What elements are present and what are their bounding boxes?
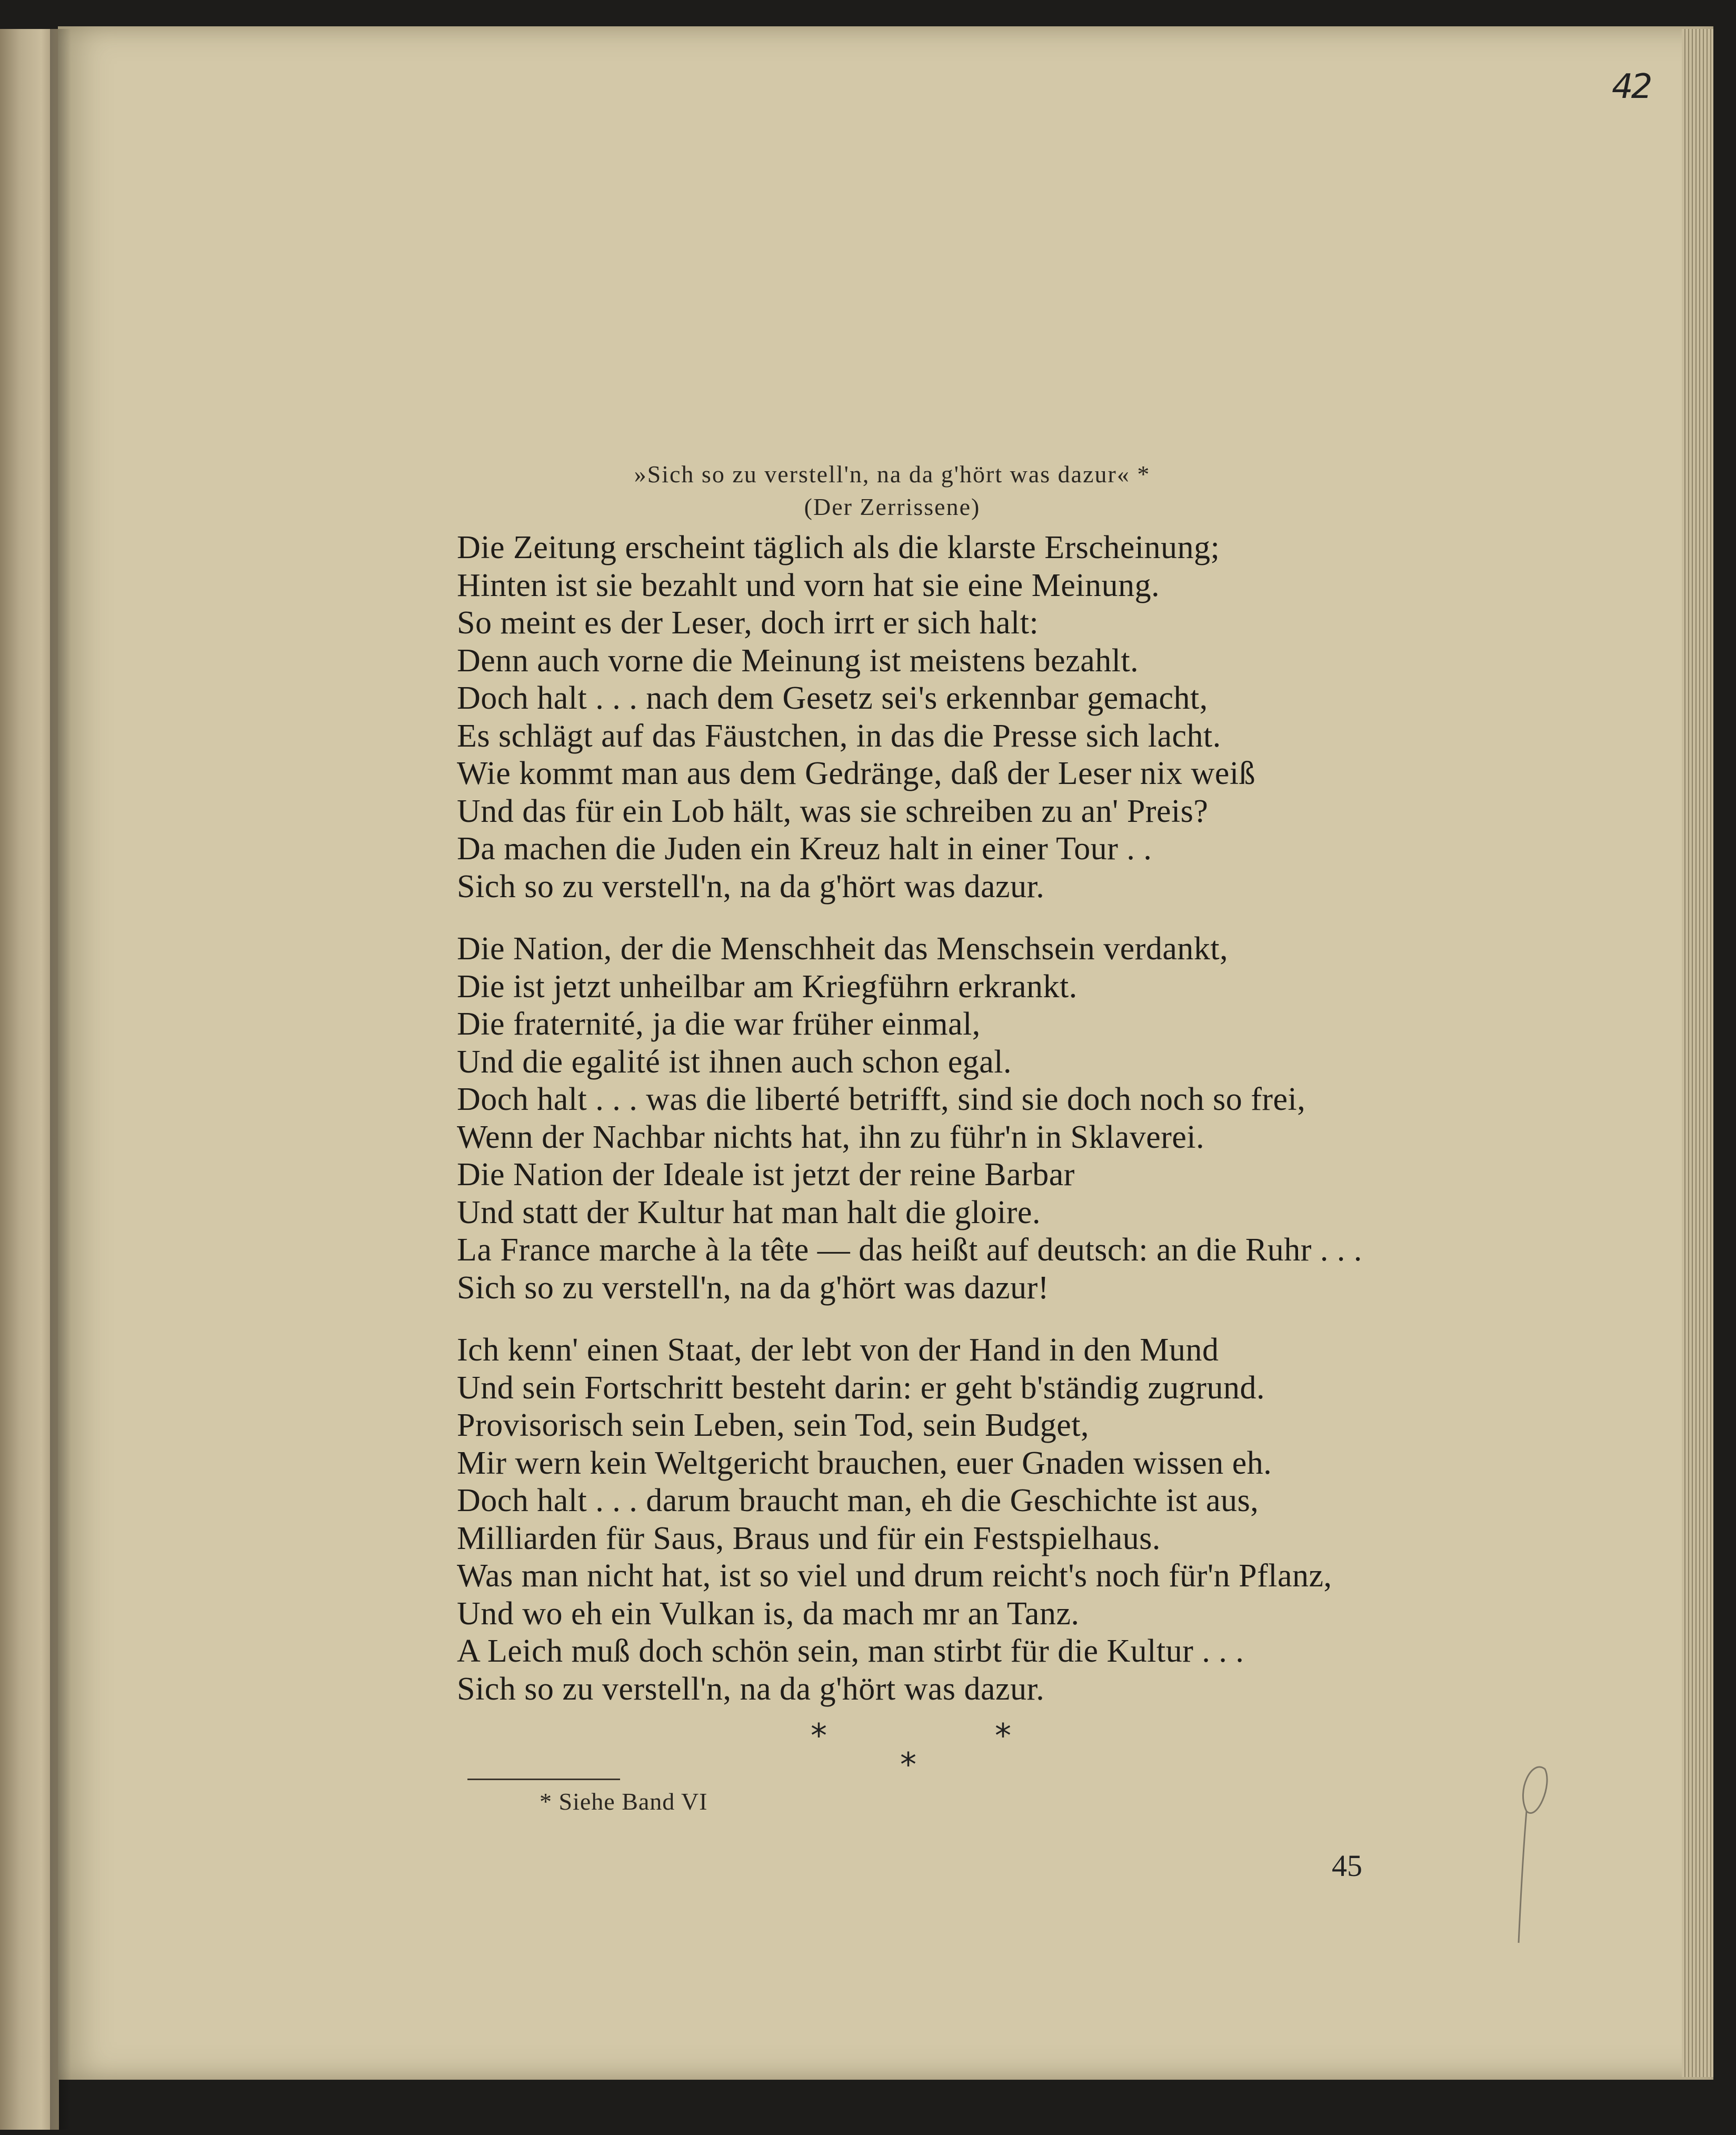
verse-line: Doch halt . . . was die liberté betrifft, sind sie doch noch so frei, xyxy=(457,1081,1306,1117)
handwritten-folio-mark: 42 xyxy=(1612,67,1651,106)
verse-line: Und wo eh ein Vulkan is, da mach mr an Tanz. xyxy=(457,1595,1080,1632)
verse-line: Sich so zu verstell'n, na da g'hört was dazur! xyxy=(457,1269,1049,1306)
verse-line: Die fraternité, ja die war früher einmal, xyxy=(457,1006,981,1042)
poem-heading xyxy=(600,458,1184,523)
verse-line: Die Zeitung erscheint täglich als die klarste Erscheinung; xyxy=(457,530,1220,565)
poem-subtitle: (Der Zerrissene) xyxy=(804,493,981,520)
verse-line: Und statt der Kultur hat man halt die gloire. xyxy=(457,1194,1041,1230)
stanza xyxy=(457,930,1404,1307)
section-ornament xyxy=(790,1716,1026,1784)
verse-line: Und die egalité ist ihnen auch schon egal. xyxy=(457,1044,1012,1080)
verse-line: Wenn der Nachbar nichts hat, ihn zu führ'n in Sklaverei. xyxy=(457,1119,1205,1155)
verse-line: Da machen die Juden ein Kreuz halt in einer Tour . . xyxy=(457,831,1152,867)
verse-line: Es schlägt auf das Fäustchen, in das die Presse sich lacht. xyxy=(457,718,1221,754)
verse-line: La France marche à la tête — das heißt auf deutsch: an die Ruhr . . . xyxy=(457,1232,1362,1268)
poem-body xyxy=(457,529,1404,1733)
verse-line: Mir wern kein Weltgericht brauchen, euer Gnaden wissen eh. xyxy=(457,1445,1272,1481)
verse-line: Die Nation der Ideale ist jetzt der reine Barbar xyxy=(457,1157,1075,1193)
poem-title: »Sich so zu verstell'n, na da g'hört was dazur« * xyxy=(634,461,1151,488)
stanza xyxy=(457,1332,1404,1708)
verse-line: Was man nicht hat, ist so viel und drum reicht's noch für'n Pflanz, xyxy=(457,1558,1332,1594)
verse-line: Und das für ein Lob hält, was sie schreiben zu an' Preis? xyxy=(457,793,1209,829)
asterisk-bottom-icon: * xyxy=(900,1745,916,1784)
footnote: * Siehe Band VI xyxy=(540,1788,708,1815)
verse-line: Sich so zu verstell'n, na da g'hört was dazur. xyxy=(457,1671,1045,1707)
verse-line: Doch halt . . . nach dem Gesetz sei's erkennbar gemacht, xyxy=(457,680,1208,716)
verse-line: Hinten ist sie bezahlt und vorn hat sie eine Meinung. xyxy=(457,567,1160,603)
verse-line: Und sein Fortschritt besteht darin: er geht b'ständig zugrund. xyxy=(457,1369,1265,1406)
verse-line: Milliarden für Saus, Braus und für ein Festspielhaus. xyxy=(457,1520,1161,1556)
page-number: 45 xyxy=(1332,1849,1362,1883)
stanza xyxy=(457,529,1404,906)
verse-line: Doch halt . . . darum braucht man, eh die Geschichte ist aus, xyxy=(457,1483,1259,1518)
asterisk-right-icon: * xyxy=(995,1716,1011,1755)
pencil-mark-icon xyxy=(1495,1685,1553,1948)
verse-line: Provisorisch sein Leben, sein Tod, sein Budget, xyxy=(457,1407,1090,1443)
verse-line: Sich so zu verstell'n, na da g'hört was dazur. xyxy=(457,868,1045,905)
verse-line: Die ist jetzt unheilbar am Kriegführn erkrankt. xyxy=(457,968,1077,1005)
verse-line: Denn auch vorne die Meinung ist meistens bezahlt. xyxy=(457,642,1139,679)
spine-shadow xyxy=(50,29,71,2130)
asterisk-left-icon: * xyxy=(811,1716,827,1755)
page-edges xyxy=(1682,29,1713,2077)
verse-line: Ich kenn' einen Staat, der lebt von der Hand in den Mund xyxy=(457,1332,1219,1368)
verse-line: A Leich muß doch schön sein, man stirbt für die Kultur . . . xyxy=(457,1633,1244,1669)
verse-line: Die Nation, der die Menschheit das Menschsein verdankt, xyxy=(457,931,1229,967)
footnote-rule xyxy=(467,1779,620,1780)
verse-line: So meint es der Leser, doch irrt er sich halt: xyxy=(457,605,1039,641)
verse-line: Wie kommt man aus dem Gedränge, daß der Leser nix weiß xyxy=(457,756,1256,791)
